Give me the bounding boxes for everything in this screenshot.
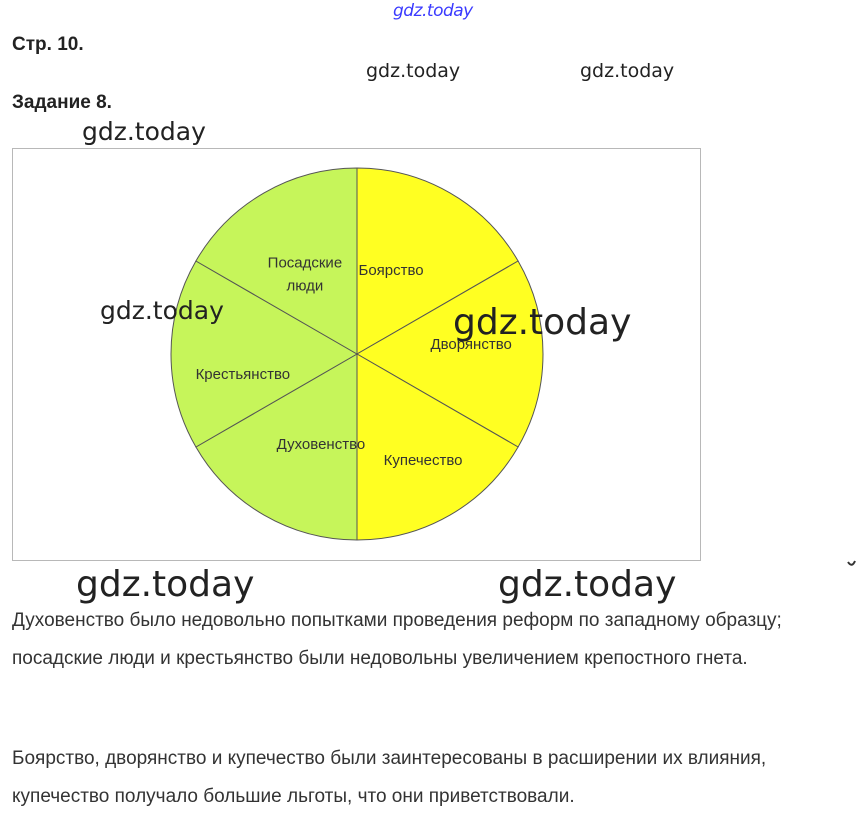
- pie-slice-label: Крестьянство: [195, 366, 291, 383]
- watermark-above-chart: gdz.today: [82, 117, 206, 146]
- pie-slice-label: Посадские люди: [267, 254, 343, 295]
- task-title: Задание 8.: [12, 92, 112, 113]
- watermark-header-a: gdz.today: [366, 60, 461, 82]
- pie-slice-label: Духовенство: [276, 436, 366, 454]
- edge-glyph-fragment: [846, 560, 856, 568]
- answer-paragraph-1: Духовенство было недовольно попытками проведения реформ по западному образцу; посадские люди и крестьянство были недовольны увеличением крепостного гнета.: [12, 610, 782, 669]
- pie-chart: [13, 149, 700, 560]
- watermark-top: gdz.today: [393, 1, 473, 21]
- pie-chart-frame: [12, 148, 701, 561]
- answer-paragraph-2: Боярство, дворянство и купечество были заинтересованы в расширении их влияния, купечество получало большие льготы, что они приветствовали.: [12, 748, 767, 807]
- pie-slice-label: Дворянство: [430, 336, 512, 353]
- watermark-below-left: gdz.today: [76, 564, 255, 605]
- watermark-chart-left: gdz.today: [100, 296, 224, 325]
- watermark-below-right: gdz.today: [498, 564, 677, 605]
- pie-slice-label: Боярство: [358, 261, 424, 279]
- page-reference: Стр. 10.: [12, 34, 84, 55]
- watermark-chart-right: gdz.today: [453, 302, 632, 343]
- pie-slice-label: Купечество: [383, 452, 463, 470]
- watermark-header-b: gdz.today: [580, 60, 675, 82]
